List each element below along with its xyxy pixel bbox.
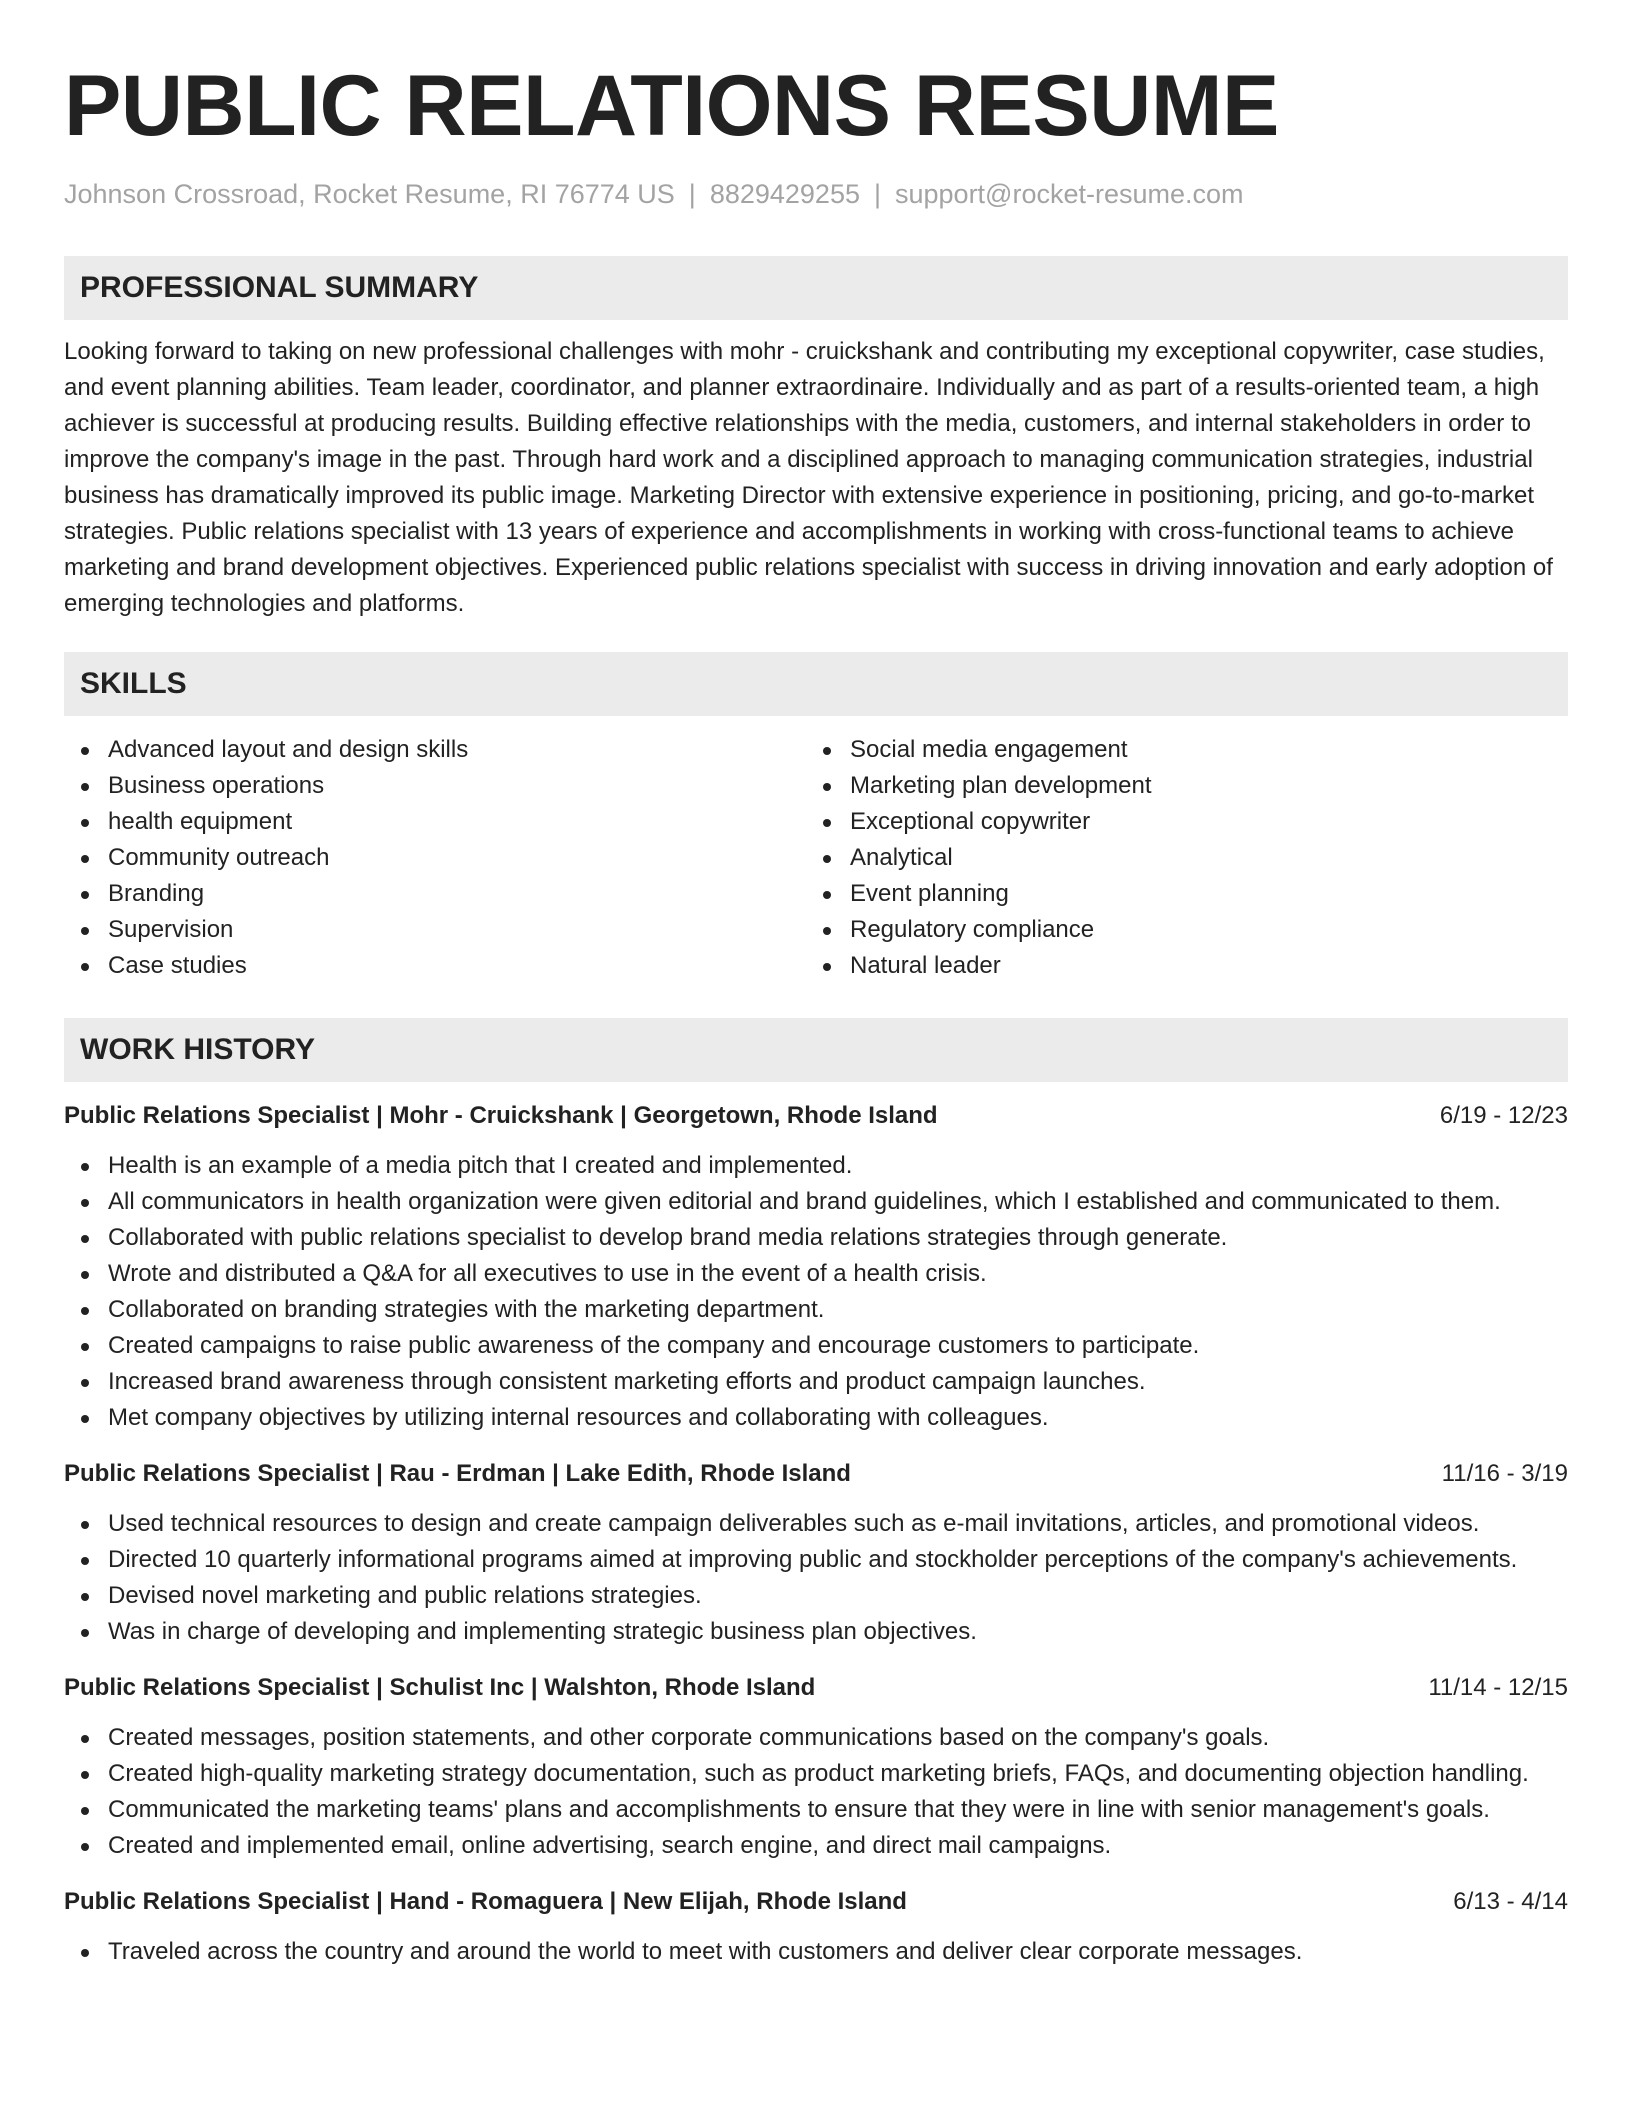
job-bullet: Created messages, position statements, and other corporate communications based on the company's goals. xyxy=(64,1720,1568,1756)
skills-column-right xyxy=(806,732,1548,984)
phone: 8829429255 xyxy=(709,179,860,209)
skill-item: Social media engagement xyxy=(806,732,1548,768)
job-entry xyxy=(64,1456,1568,1650)
job-bullet: Met company objectives by utilizing internal resources and collaborating with colleagues. xyxy=(64,1400,1568,1436)
skill-item: health equipment xyxy=(64,804,806,840)
job-bullet: Directed 10 quarterly informational programs aimed at improving public and stockholder perceptions of the company's achievements. xyxy=(64,1542,1568,1578)
job-title: Public Relations Specialist | Mohr - Cruickshank | Georgetown, Rhode Island xyxy=(64,1102,938,1129)
skills-column-left xyxy=(64,732,806,984)
resume-title: PUBLIC RELATIONS RESUME xyxy=(64,58,1279,154)
job-title: Public Relations Specialist | Hand - Romaguera | New Elijah, Rhode Island xyxy=(64,1888,907,1915)
job-bullets xyxy=(64,1720,1568,1864)
job-entry xyxy=(64,1884,1568,1970)
job-dates: 6/19 - 12/23 xyxy=(1439,1102,1568,1129)
job-dates: 6/13 - 4/14 xyxy=(1453,1888,1568,1915)
job-header xyxy=(64,1670,1568,1706)
job-bullet: Collaborated on branding strategies with the marketing department. xyxy=(64,1292,1568,1328)
job-header xyxy=(64,1098,1568,1134)
email: support@rocket-resume.com xyxy=(895,179,1244,209)
job-bullets xyxy=(64,1934,1568,1970)
job-entry xyxy=(64,1098,1568,1436)
skill-item: Regulatory compliance xyxy=(806,912,1548,948)
skill-item: Analytical xyxy=(806,840,1548,876)
job-bullets xyxy=(64,1148,1568,1436)
job-bullet: Devised novel marketing and public relations strategies. xyxy=(64,1578,1568,1614)
skill-item: Supervision xyxy=(64,912,806,948)
section-header-work-history: WORK HISTORY xyxy=(64,1018,1568,1082)
skill-item: Business operations xyxy=(64,768,806,804)
skill-item: Exceptional copywriter xyxy=(806,804,1548,840)
job-header xyxy=(64,1884,1568,1920)
job-bullet: Used technical resources to design and create campaign deliverables such as e-mail invitations, articles, and promotional videos. xyxy=(64,1506,1568,1542)
skill-item: Advanced layout and design skills xyxy=(64,732,806,768)
job-bullet: Health is an example of a media pitch that I created and implemented. xyxy=(64,1148,1568,1184)
job-bullets xyxy=(64,1506,1568,1650)
section-header-skills: SKILLS xyxy=(64,652,1568,716)
skill-item: Community outreach xyxy=(64,840,806,876)
job-header xyxy=(64,1456,1568,1492)
job-bullet: Increased brand awareness through consistent marketing efforts and product campaign launches. xyxy=(64,1364,1568,1400)
address: Johnson Crossroad, Rocket Resume, RI 76774 US xyxy=(64,179,675,209)
job-bullet: Wrote and distributed a Q&A for all executives to use in the event of a health crisis. xyxy=(64,1256,1568,1292)
job-title: Public Relations Specialist | Rau - Erdman | Lake Edith, Rhode Island xyxy=(64,1460,851,1487)
skill-item: Natural leader xyxy=(806,948,1548,984)
job-dates: 11/16 - 3/19 xyxy=(1441,1460,1568,1487)
job-bullet: Collaborated with public relations specialist to develop brand media relations strategies through generate. xyxy=(64,1220,1568,1256)
skills-list xyxy=(64,732,1568,984)
job-bullet: Created and implemented email, online advertising, search engine, and direct mail campaigns. xyxy=(64,1828,1568,1864)
job-bullet: Was in charge of developing and implementing strategic business plan objectives. xyxy=(64,1614,1568,1650)
skill-item: Marketing plan development xyxy=(806,768,1548,804)
job-entry xyxy=(64,1670,1568,1864)
contact-line xyxy=(64,176,1568,212)
job-bullet: Created high-quality marketing strategy documentation, such as product marketing briefs, FAQs, and documenting objection handling. xyxy=(64,1756,1568,1792)
job-bullet: Created campaigns to raise public awareness of the company and encourage customers to participate. xyxy=(64,1328,1568,1364)
skill-item: Branding xyxy=(64,876,806,912)
contact-separator: | xyxy=(873,179,881,209)
job-title: Public Relations Specialist | Schulist Inc | Walshton, Rhode Island xyxy=(64,1674,816,1701)
skill-item: Event planning xyxy=(806,876,1548,912)
skill-item: Case studies xyxy=(64,948,806,984)
summary-text: Looking forward to taking on new professional challenges with mohr - cruickshank and contributing my exceptional copywriter, case studies, and event planning abilities. Team leader, coordinator, and planner extraordinaire. Individually and as part of a results-oriented team, a high achiever is successful at producing results. Building effective relationships with the media, customers, and internal stakeholders in order to improve the company's image in the past. Through hard work and a disciplined approach to managing communication strategies, industrial business has dramatically improved its public image. Marketing Director with extensive experience in positioning, pricing, and go-to-market strategies. Public relations specialist with 13 years of experience and accomplishments in working with cross-functional teams to achieve marketing and brand development objectives. Experienced public relations specialist with success in driving innovation and early adoption of emerging technologies and platforms. xyxy=(64,338,1553,617)
job-bullet: All communicators in health organization were given editorial and brand guidelines, which I established and communicated to them. xyxy=(64,1184,1568,1220)
contact-separator: | xyxy=(688,179,696,209)
job-dates: 11/14 - 12/15 xyxy=(1428,1674,1568,1701)
section-header-summary: PROFESSIONAL SUMMARY xyxy=(64,256,1568,320)
job-bullet: Traveled across the country and around the world to meet with customers and deliver clear corporate messages. xyxy=(64,1934,1568,1970)
job-bullet: Communicated the marketing teams' plans and accomplishments to ensure that they were in line with senior management's goals. xyxy=(64,1792,1568,1828)
